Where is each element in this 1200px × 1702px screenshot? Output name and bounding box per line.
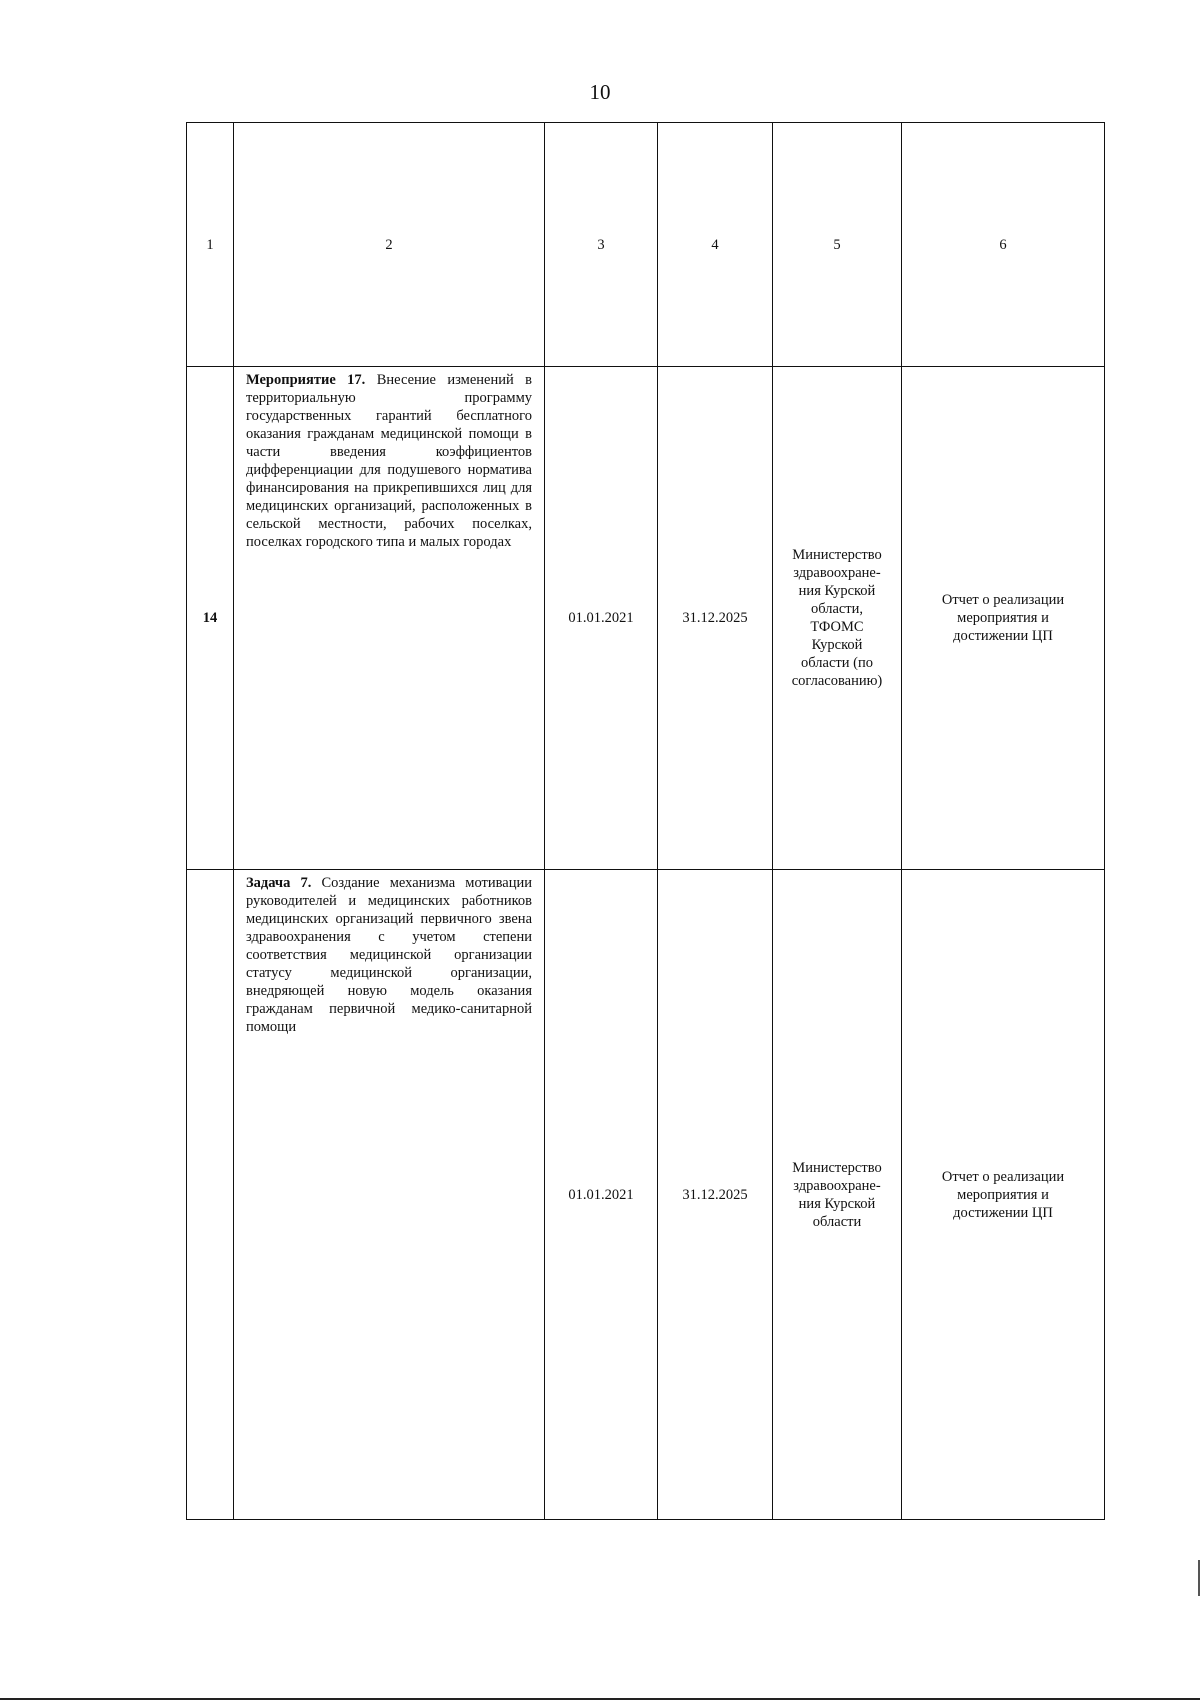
header-row <box>187 123 1105 367</box>
end-date: 31.12.2025 <box>658 367 773 870</box>
start-date: 01.01.2021 <box>545 870 658 1520</box>
page-number: 10 <box>589 80 611 104</box>
header-cell-3: 3 <box>545 123 658 367</box>
header-cell-1: 1 <box>187 123 234 367</box>
end-date: 31.12.2025 <box>658 870 773 1520</box>
task-text: Создание механизма мотивации руководителей и медицинских работников медицинских организаций первичного звена здравоохранения с учетом степени соответствия медицинской организации статусу медицинской организации, внедряющей новую модель оказания гражданам первичной медико-санитарной помощи <box>246 875 532 1035</box>
measure-text: Внесение изменений в территориальную программу государственных гарантий бесплатного оказания гражданам медицинской помощи в части введения коэффициентов дифференциации для подушевого норматива финансирования на прикрепившихся лиц для медицинских организаций, расположенных в сельской местности, рабочих поселках, поселках городского типа и малых городах <box>246 372 532 550</box>
task-description <box>234 870 545 1520</box>
scan-bottom-edge <box>0 1698 1200 1700</box>
measure-title: Мероприятие 17. <box>246 372 366 388</box>
row-number: 14 <box>187 367 234 870</box>
header-cell-5: 5 <box>773 123 902 367</box>
header-cell-4: 4 <box>658 123 773 367</box>
expected-result: Отчет о реализации мероприятия и достижении ЦП <box>902 367 1105 870</box>
measure-description <box>234 367 545 870</box>
header-cell-6: 6 <box>902 123 1105 367</box>
row-number <box>187 870 234 1520</box>
expected-result: Отчет о реализации мероприятия и достижении ЦП <box>902 870 1105 1520</box>
measures-table <box>186 122 1105 1520</box>
table-row <box>187 870 1105 1520</box>
task-title: Задача 7. <box>246 875 312 891</box>
responsible-executor: Министерство здравоохране- ния Курской области, ТФОМС Курской области (по согласованию) <box>773 367 902 870</box>
header-cell-2: 2 <box>234 123 545 367</box>
start-date: 01.01.2021 <box>545 367 658 870</box>
responsible-executor: Министерство здравоохране- ния Курской области <box>773 870 902 1520</box>
table-row <box>187 367 1105 870</box>
